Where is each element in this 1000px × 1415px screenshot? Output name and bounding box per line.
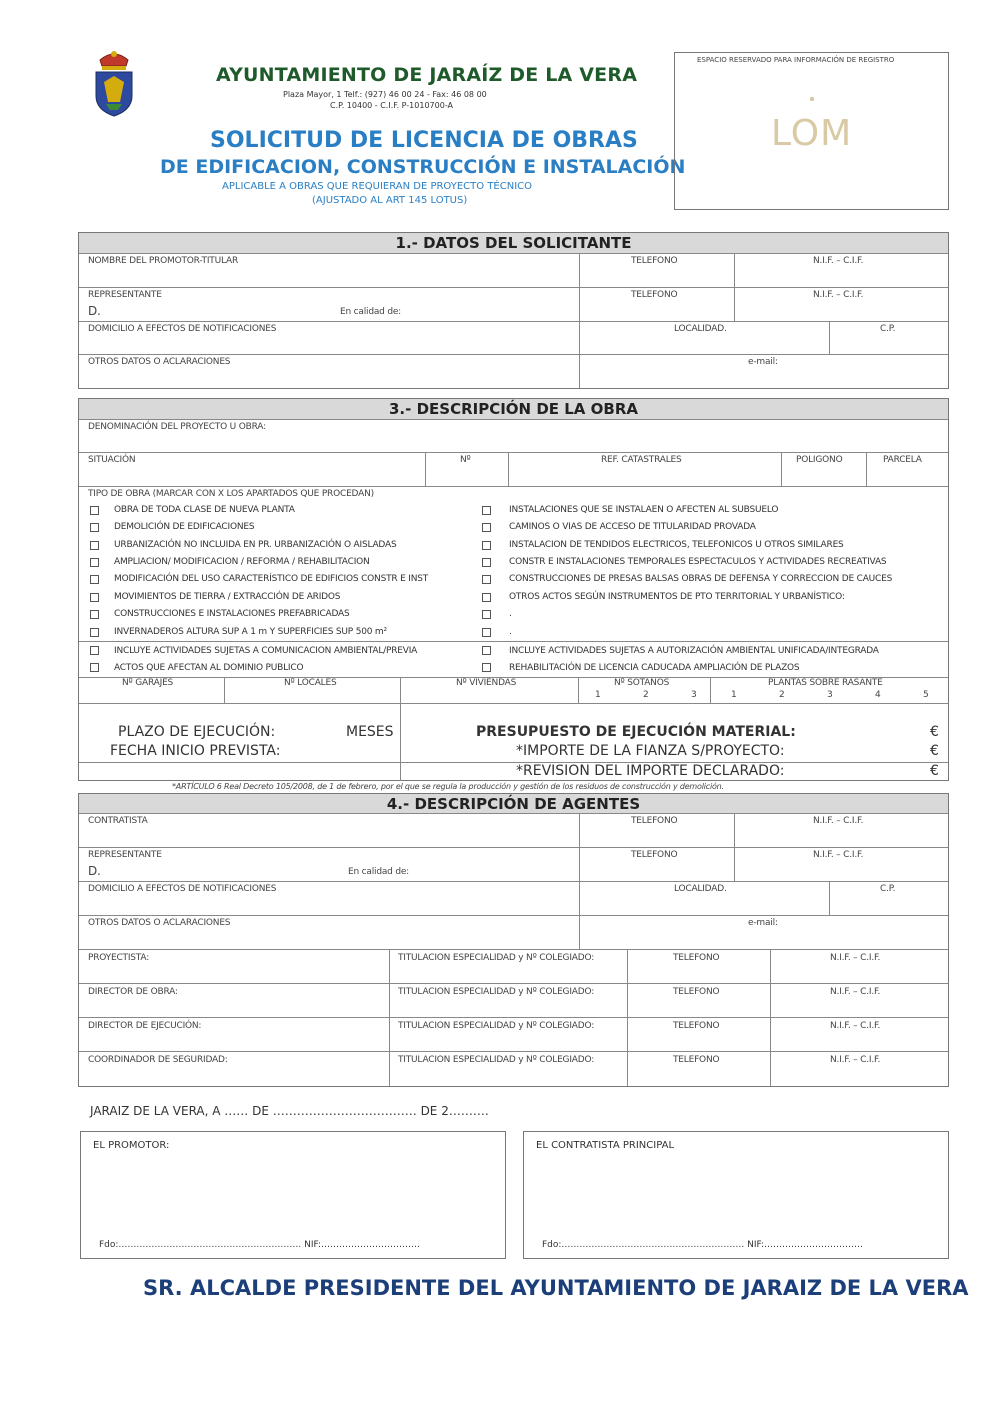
localidad-label: LOCALIDAD. bbox=[674, 324, 727, 334]
plantas-label: PLANTAS SOBRE RASANTE bbox=[768, 678, 883, 688]
left-extra-checkbox[interactable] bbox=[90, 663, 99, 672]
fianza-euro: € bbox=[930, 743, 939, 759]
right-checkbox[interactable] bbox=[482, 628, 491, 637]
rep-agent-nif-label: N.I.F. – C.I.F. bbox=[813, 850, 864, 860]
contratista-signature-label: EL CONTRATISTA PRINCIPAL bbox=[536, 1140, 675, 1151]
section-4-title: 4.- DESCRIPCIÓN DE AGENTES bbox=[79, 794, 948, 814]
representante-phone-label: TELEFONO bbox=[631, 290, 678, 300]
right-extra-checkbox[interactable] bbox=[482, 646, 491, 655]
right-checkbox[interactable] bbox=[482, 506, 491, 515]
rep-agent-calidad: En calidad de: bbox=[348, 867, 409, 877]
section-4 bbox=[78, 793, 949, 1087]
agent-role: PROYECTISTA: bbox=[88, 953, 150, 963]
ref-catastral-label: REF. CATASTRALES bbox=[601, 455, 682, 465]
situacion-label: SITUACIÓN bbox=[88, 455, 136, 465]
form-subtitle-2: (AJUSTADO AL ART 145 LOTUS) bbox=[312, 195, 468, 206]
registry-box bbox=[674, 52, 949, 210]
left-option: MOVIMIENTOS DE TIERRA / EXTRACCIÓN DE ARIDOS bbox=[114, 592, 341, 602]
representante-d: D. bbox=[88, 304, 101, 318]
footnote: *ARTÍCULO 6 Real Decreto 105/2008, de 1 de febrero, por el que se regula la producción y gestión de los residuos de construcción y demolición. bbox=[172, 782, 724, 791]
org-address: Plaza Mayor, 1 Telf.: (927) 46 00 24 - Fax: 46 08 00 bbox=[283, 90, 487, 99]
right-option: INSTALACION DE TENDIDOS ELECTRICOS, TELEFONICOS U OTROS SIMILARES bbox=[509, 540, 844, 550]
agent-tit: TITULACION ESPECIALIDAD y Nº COLEGIADO: bbox=[398, 987, 595, 997]
agent-tel: TELEFONO bbox=[673, 987, 720, 997]
section-1-title: 1.- DATOS DEL SOLICITANTE bbox=[79, 233, 948, 254]
contratista-signature-box bbox=[523, 1131, 949, 1259]
email-label: e-mail: bbox=[748, 357, 778, 367]
contratista-phone-label: TELEFONO bbox=[631, 816, 678, 826]
sotano-3: 3 bbox=[691, 690, 697, 700]
otros-label: OTROS DATOS O ACLARACIONES bbox=[88, 357, 231, 367]
right-option: INSTALACIONES QUE SE INSTALAEN O AFECTEN AL SUBSUELO bbox=[509, 505, 779, 515]
left-extra-checkbox[interactable] bbox=[90, 646, 99, 655]
section-3-title: 3.- DESCRIPCIÓN DE LA OBRA bbox=[79, 399, 948, 420]
registry-dot bbox=[810, 97, 814, 101]
left-option: DEMOLICIÓN DE EDIFICACIONES bbox=[114, 522, 255, 532]
planta-3: 3 bbox=[827, 690, 833, 700]
registry-stamp: LOM bbox=[771, 113, 853, 154]
agent-tit: TITULACION ESPECIALIDAD y Nº COLEGIADO: bbox=[398, 1021, 595, 1031]
right-option: CAMINOS O VIAS DE ACCESO DE TITULARIDAD PROVADA bbox=[509, 522, 756, 532]
closing-address: SR. ALCALDE PRESIDENTE DEL AYUNTAMIENTO DE JARAIZ DE LA VERA bbox=[143, 1276, 969, 1300]
right-option: . bbox=[509, 609, 512, 619]
numero-label: Nº bbox=[460, 455, 471, 465]
agent-cp-label: C.P. bbox=[880, 884, 896, 894]
form-subtitle: APLICABLE A OBRAS QUE REQUIERAN DE PROYECTO TÉCNICO bbox=[222, 181, 533, 192]
agent-role: DIRECTOR DE EJECUCIÓN: bbox=[88, 1021, 202, 1031]
promotor-signature-label: EL PROMOTOR: bbox=[93, 1140, 170, 1151]
agent-email-label: e-mail: bbox=[748, 918, 778, 928]
contratista-fdo: Fdo:……………………………………………………. NIF:…………………………… bbox=[542, 1240, 864, 1250]
viviendas-label: Nº VIVIENDAS bbox=[456, 678, 517, 688]
form-title-2: DE EDIFICACION, CONSTRUCCIÓN E INSTALACIÓN bbox=[160, 156, 686, 178]
left-checkbox[interactable] bbox=[90, 610, 99, 619]
revision-euro: € bbox=[930, 763, 939, 779]
domicilio-label: DOMICILIO A EFECTOS DE NOTIFICACIONES bbox=[88, 324, 277, 334]
tipo-obra-label: TIPO DE OBRA (MARCAR CON X LOS APARTADOS QUE PROCEDAN) bbox=[88, 489, 374, 499]
left-option: URBANIZACIÓN NO INCLUIDA EN PR. URBANIZACIÓN O AISLADAS bbox=[114, 540, 397, 550]
right-option: CONSTRUCCIONES DE PRESAS BALSAS OBRAS DE DEFENSA Y CORRECCION DE CAUCES bbox=[509, 574, 893, 584]
left-checkbox[interactable] bbox=[90, 593, 99, 602]
agent-nif: N.I.F. – C.I.F. bbox=[830, 1021, 881, 1031]
org-name: AYUNTAMIENTO DE JARAÍZ DE LA VERA bbox=[216, 64, 638, 86]
left-checkbox[interactable] bbox=[90, 558, 99, 567]
rep-agent-d: D. bbox=[88, 864, 101, 878]
right-option: CONSTR E INSTALACIONES TEMPORALES ESPECTACULOS Y ACTIVIDADES RECREATIVAS bbox=[509, 557, 887, 567]
agent-tel: TELEFONO bbox=[673, 953, 720, 963]
right-checkbox[interactable] bbox=[482, 575, 491, 584]
promotor-fdo: Fdo:……………………………………………………. NIF:…………………………… bbox=[99, 1240, 421, 1250]
planta-4: 4 bbox=[875, 690, 881, 700]
cp-label: C.P. bbox=[880, 324, 896, 334]
presupuesto-euro: € bbox=[930, 724, 939, 740]
right-checkbox[interactable] bbox=[482, 523, 491, 532]
contratista-nif-label: N.I.F. – C.I.F. bbox=[813, 816, 864, 826]
date-line: JARAIZ DE LA VERA, A …… DE ……………………………… DE 2………. bbox=[90, 1104, 489, 1118]
right-option: OTROS ACTOS SEGÚN INSTRUMENTOS DE PTO TERRITORIAL Y URBANÍSTICO: bbox=[509, 592, 845, 602]
agent-domicilio-label: DOMICILIO A EFECTOS DE NOTIFICACIONES bbox=[88, 884, 277, 894]
parcela-label: PARCELA bbox=[883, 455, 922, 465]
left-extra-option: ACTOS QUE AFECTAN AL DOMINIO PUBLICO bbox=[114, 663, 304, 673]
left-checkbox[interactable] bbox=[90, 628, 99, 637]
garajes-label: Nº GARAJES bbox=[122, 678, 174, 688]
promotor-signature-box bbox=[80, 1131, 506, 1259]
plazo-label: PLAZO DE EJECUCIÓN: bbox=[118, 724, 276, 740]
left-option: OBRA DE TODA CLASE DE NUEVA PLANTA bbox=[114, 505, 295, 515]
right-checkbox[interactable] bbox=[482, 610, 491, 619]
promotor-phone-label: TELEFONO bbox=[631, 256, 678, 266]
left-option: AMPLIACION/ MODIFICACION / REFORMA / REHABILITACION bbox=[114, 557, 370, 567]
agent-nif: N.I.F. – C.I.F. bbox=[830, 953, 881, 963]
right-extra-option: INCLUYE ACTIVIDADES SUJETAS A AUTORIZACIÓN AMBIENTAL UNIFICADA/INTEGRADA bbox=[509, 646, 879, 656]
promotor-label: NOMBRE DEL PROMOTOR-TITULAR bbox=[88, 256, 239, 266]
planta-2: 2 bbox=[779, 690, 785, 700]
left-option: CONSTRUCCIONES E INSTALACIONES PREFABRICADAS bbox=[114, 609, 350, 619]
registry-label: ESPACIO RESERVADO PARA INFORMACIÓN DE REGISTRO bbox=[697, 56, 895, 64]
planta-5: 5 bbox=[923, 690, 929, 700]
agent-nif: N.I.F. – C.I.F. bbox=[830, 1055, 881, 1065]
agent-role: DIRECTOR DE OBRA: bbox=[88, 987, 178, 997]
agent-tel: TELEFONO bbox=[673, 1021, 720, 1031]
poligono-label: POLIGONO bbox=[796, 455, 843, 465]
coat-of-arms bbox=[90, 46, 138, 118]
rep-agent-phone-label: TELEFONO bbox=[631, 850, 678, 860]
rep-agent-label: REPRESENTANTE bbox=[88, 850, 162, 860]
sotano-1: 1 bbox=[595, 690, 601, 700]
representante-label: REPRESENTANTE bbox=[88, 290, 162, 300]
sotano-2: 2 bbox=[643, 690, 649, 700]
agent-role: COORDINADOR DE SEGURIDAD: bbox=[88, 1055, 228, 1065]
sotanos-label: Nº SOTANOS bbox=[614, 678, 670, 688]
meses-label: MESES bbox=[346, 724, 394, 740]
agent-tel: TELEFONO bbox=[673, 1055, 720, 1065]
agent-tit: TITULACION ESPECIALIDAD y Nº COLEGIADO: bbox=[398, 953, 595, 963]
fianza-label: *IMPORTE DE LA FIANZA S/PROYECTO: bbox=[516, 743, 785, 759]
left-option: MODIFICACIÓN DEL USO CARACTERÍSTICO DE EDIFICIOS CONSTR E INST bbox=[114, 574, 429, 584]
planta-1: 1 bbox=[731, 690, 737, 700]
left-checkbox[interactable] bbox=[90, 575, 99, 584]
denominacion-label: DENOMINACIÓN DEL PROYECTO U OBRA: bbox=[88, 422, 266, 432]
right-checkbox[interactable] bbox=[482, 593, 491, 602]
right-extra-option: REHABILITACIÓN DE LICENCIA CADUCADA AMPLIACIÓN DE PLAZOS bbox=[509, 663, 800, 673]
right-checkbox[interactable] bbox=[482, 558, 491, 567]
left-extra-option: INCLUYE ACTIVIDADES SUJETAS A COMUNICACION AMBIENTAL/PREVIA bbox=[114, 646, 418, 656]
representante-nif-label: N.I.F. – C.I.F. bbox=[813, 290, 864, 300]
locales-label: Nº LOCALES bbox=[284, 678, 337, 688]
agent-otros-label: OTROS DATOS O ACLARACIONES bbox=[88, 918, 231, 928]
left-checkbox[interactable] bbox=[90, 506, 99, 515]
revision-label: *REVISION DEL IMPORTE DECLARADO: bbox=[516, 763, 785, 779]
org-cif: C.P. 10400 - C.I.F. P-1010700-A bbox=[330, 101, 453, 110]
form-title: SOLICITUD DE LICENCIA DE OBRAS bbox=[210, 128, 638, 153]
left-option: INVERNADEROS ALTURA SUP A 1 m Y SUPERFICIES SUP 500 m² bbox=[114, 627, 387, 637]
agent-localidad-label: LOCALIDAD. bbox=[674, 884, 727, 894]
calidad-label: En calidad de: bbox=[340, 307, 401, 317]
right-extra-checkbox[interactable] bbox=[482, 663, 491, 672]
right-checkbox[interactable] bbox=[482, 541, 491, 550]
presupuesto-label: PRESUPUESTO DE EJECUCIÓN MATERIAL: bbox=[476, 724, 796, 740]
promotor-nif-label: N.I.F. – C.I.F. bbox=[813, 256, 864, 266]
contratista-label: CONTRATISTA bbox=[88, 816, 148, 826]
fecha-inicio-label: FECHA INICIO PREVISTA: bbox=[110, 743, 281, 759]
left-checkbox[interactable] bbox=[90, 541, 99, 550]
agent-nif: N.I.F. – C.I.F. bbox=[830, 987, 881, 997]
left-checkbox[interactable] bbox=[90, 523, 99, 532]
right-option: . bbox=[509, 627, 512, 637]
agent-tit: TITULACION ESPECIALIDAD y Nº COLEGIADO: bbox=[398, 1055, 595, 1065]
